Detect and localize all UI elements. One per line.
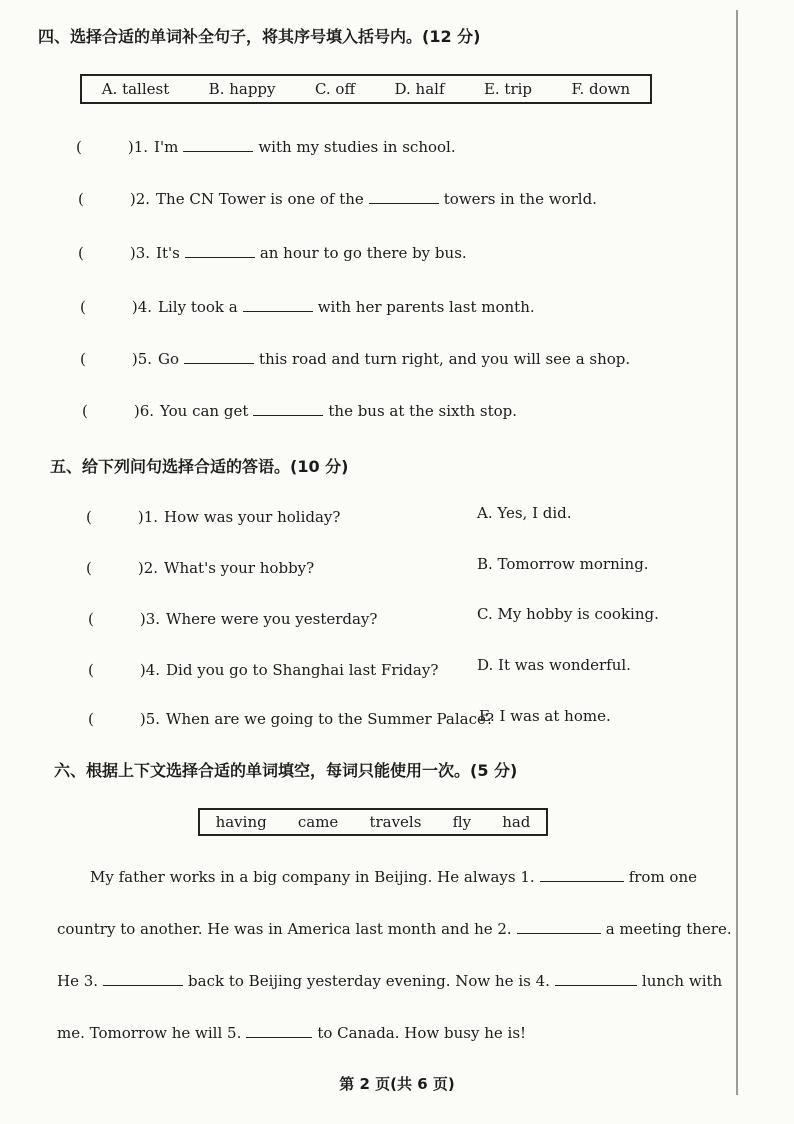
question-number: )2.: [129, 190, 151, 208]
question-number: )5.: [139, 710, 161, 728]
answer-paren-open: (: [82, 402, 88, 420]
word-travels: travels: [369, 813, 422, 831]
question-text: Go: [158, 350, 180, 368]
option-c: C. off: [314, 80, 356, 98]
question-number: )1.: [127, 138, 149, 156]
passage-line-4: [57, 1024, 526, 1042]
question-number: )1.: [137, 508, 159, 526]
passage-blank-4[interactable]: [555, 984, 637, 986]
question-number: )3.: [129, 244, 151, 262]
s4-question-2: [78, 190, 597, 208]
passage-blank-2[interactable]: [517, 932, 601, 934]
passage-text: me. Tomorrow he will 5.: [57, 1024, 242, 1042]
s4-question-1: [76, 138, 456, 156]
answer-paren-open: (: [88, 661, 94, 679]
question-text: the bus at the sixth stop.: [328, 402, 518, 420]
answer-paren-open: (: [86, 559, 92, 577]
fill-blank[interactable]: [185, 256, 255, 258]
s5-answer-e: E. I was at home.: [479, 707, 611, 725]
s5-question-2: [86, 559, 314, 577]
fill-blank[interactable]: [369, 202, 439, 204]
section-6-word-box: [198, 808, 548, 836]
question-text: an hour to go there by bus.: [259, 244, 467, 262]
answer-paren-open: (: [78, 244, 84, 262]
passage-blank-3[interactable]: [103, 984, 183, 986]
fill-blank[interactable]: [184, 362, 254, 364]
question-text: Did you go to Shanghai last Friday?: [166, 661, 439, 679]
passage-line-3: [57, 972, 722, 990]
answer-paren-open: (: [88, 710, 94, 728]
question-text: with her parents last month.: [317, 298, 535, 316]
word-had: had: [502, 813, 531, 831]
s5-answer-a: A. Yes, I did.: [477, 504, 572, 522]
passage-text: country to another. He was in America last month and he 2.: [57, 920, 512, 938]
question-number: )6.: [133, 402, 155, 420]
question-text: What's your hobby?: [164, 559, 315, 577]
question-number: )5.: [131, 350, 153, 368]
question-text: You can get: [160, 402, 249, 420]
s5-question-4: [88, 661, 438, 679]
s5-question-1: [86, 508, 340, 526]
question-number: )4.: [139, 661, 161, 679]
passage-text: He 3.: [57, 972, 99, 990]
question-number: )2.: [137, 559, 159, 577]
question-text: The CN Tower is one of the: [156, 190, 364, 208]
passage-text: back to Beijing yesterday evening. Now he is 4.: [188, 972, 550, 990]
option-a: A. tallest: [101, 80, 170, 98]
s4-question-5: [80, 350, 630, 368]
passage-line-2: [57, 920, 732, 938]
option-d: D. half: [394, 80, 445, 98]
answer-paren-open: (: [76, 138, 82, 156]
question-text: Where were you yesterday?: [166, 610, 378, 628]
answer-paren-open: (: [88, 610, 94, 628]
s4-question-6: [82, 402, 517, 420]
s5-question-5: [88, 710, 494, 728]
answer-paren-open: (: [78, 190, 84, 208]
option-e: E. trip: [483, 80, 533, 98]
fill-blank[interactable]: [183, 150, 253, 152]
passage-text: a meeting there.: [605, 920, 732, 938]
passage-text: from one: [628, 868, 698, 886]
passage-line-1: [90, 868, 697, 886]
s5-answer-d: D. It was wonderful.: [477, 656, 631, 674]
word-came: came: [297, 813, 339, 831]
answer-paren-open: (: [86, 508, 92, 526]
question-text: When are we going to the Summer Palace?: [166, 710, 494, 728]
passage-blank-1[interactable]: [540, 880, 624, 882]
passage-text: lunch with: [641, 972, 723, 990]
page-footer: 第 2 页(共 6 页): [339, 1075, 455, 1093]
answer-paren-open: (: [80, 298, 86, 316]
word-fly: fly: [452, 813, 472, 831]
passage-text: My father works in a big company in Beijing. He always 1.: [90, 868, 535, 886]
question-text: towers in the world.: [443, 190, 597, 208]
fill-blank[interactable]: [243, 310, 313, 312]
section-4-word-box: [80, 74, 652, 104]
s4-question-3: [78, 244, 467, 262]
page-border-line: [736, 10, 738, 1095]
question-text: this road and turn right, and you will see a shop.: [259, 350, 631, 368]
s5-answer-b: B. Tomorrow morning.: [477, 555, 649, 573]
question-number: )4.: [131, 298, 153, 316]
s5-answer-c: C. My hobby is cooking.: [477, 605, 659, 623]
answer-paren-open: (: [80, 350, 86, 368]
option-f: F. down: [571, 80, 631, 98]
section-4-title: 四、选择合适的单词补全句子，将其序号填入括号内。(12 分): [38, 27, 481, 46]
question-text: How was your holiday?: [164, 508, 341, 526]
question-text: with my studies in school.: [258, 138, 456, 156]
question-text: I'm: [154, 138, 179, 156]
question-text: Lily took a: [158, 298, 238, 316]
fill-blank[interactable]: [253, 414, 323, 416]
option-b: B. happy: [208, 80, 276, 98]
passage-text: to Canada. How busy he is!: [317, 1024, 527, 1042]
section-5-title: 五、给下列问句选择合适的答语。(10 分): [50, 457, 349, 476]
word-having: having: [215, 813, 267, 831]
s5-question-3: [88, 610, 377, 628]
passage-blank-5[interactable]: [246, 1036, 312, 1038]
section-6-title: 六、根据上下文选择合适的单词填空，每词只能使用一次。(5 分): [54, 761, 518, 780]
s4-question-4: [80, 298, 535, 316]
question-text: It's: [156, 244, 180, 262]
question-number: )3.: [139, 610, 161, 628]
